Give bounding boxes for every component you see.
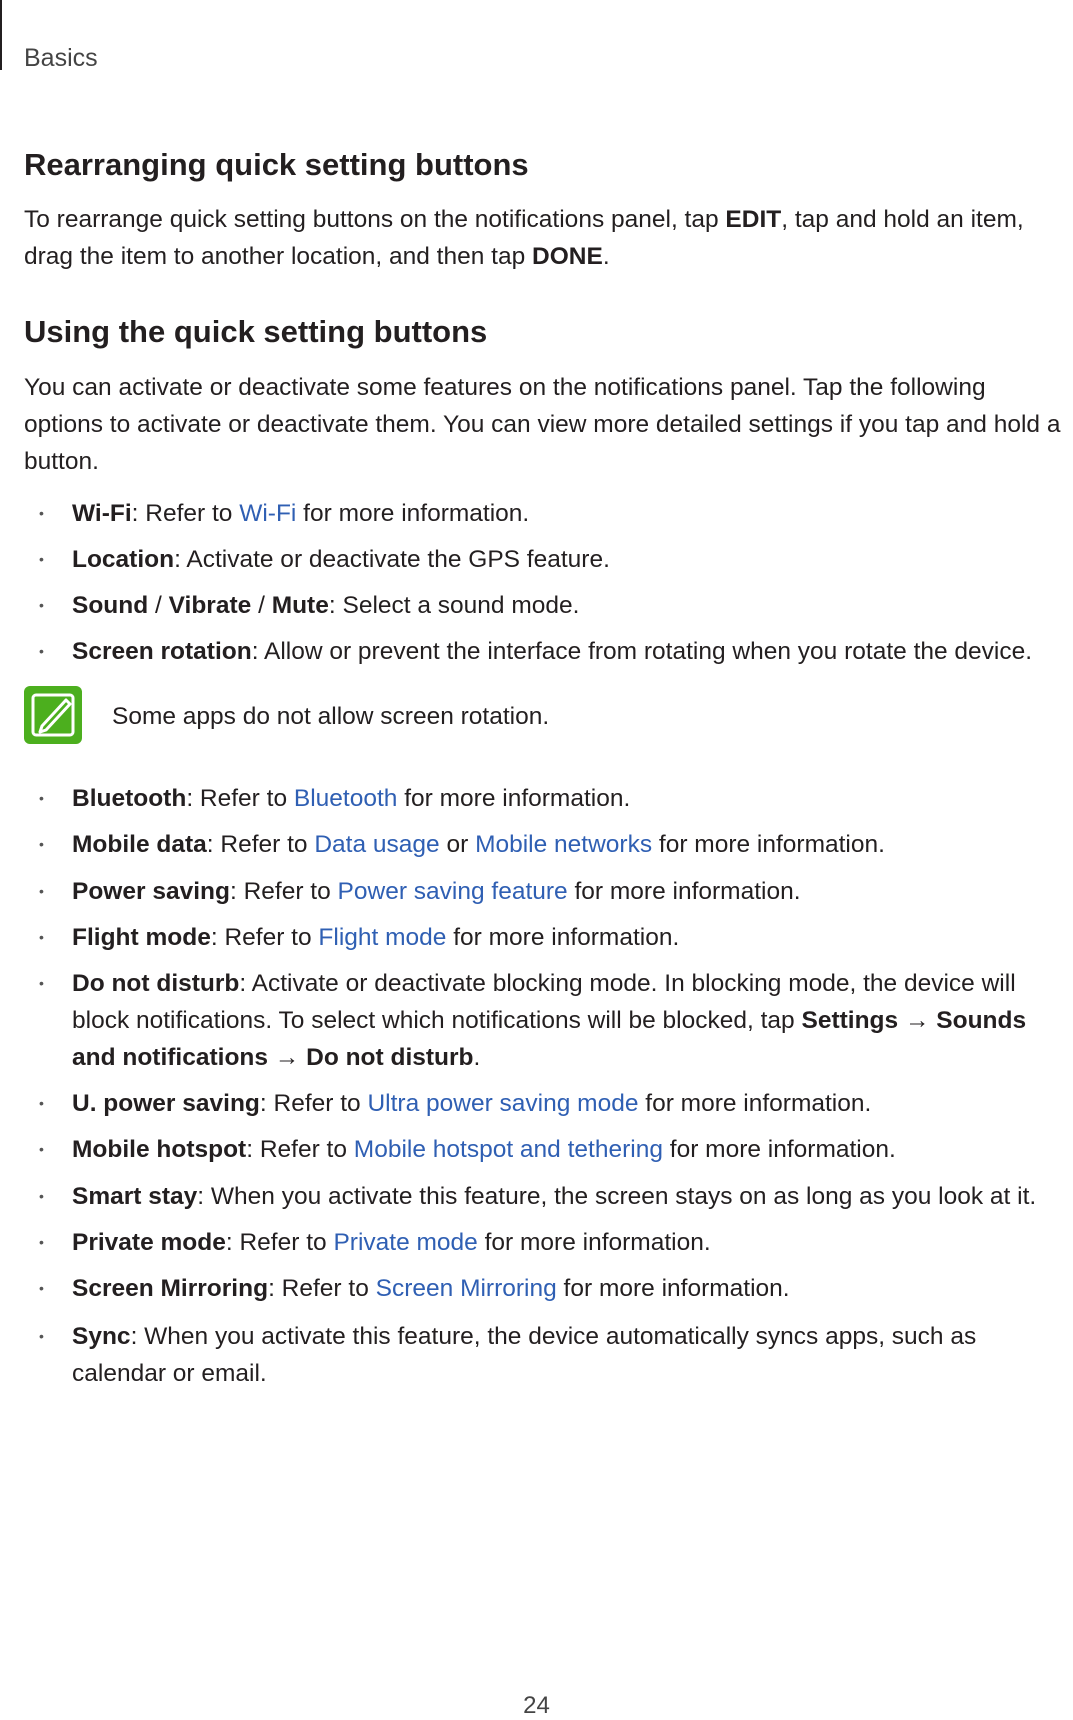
bluetooth-link[interactable]: Bluetooth xyxy=(293,785,398,812)
list-item: • Private mode: Refer to Private mode for more information. xyxy=(72,1224,1067,1261)
note-pencil-icon xyxy=(24,686,82,744)
list-item: • Screen Mirroring: Refer to Screen Mirroring for more information. xyxy=(72,1270,1067,1307)
list-item: • Mobile data: Refer to Data usage or Mobile networks for more information. xyxy=(72,826,1067,863)
list-item: • Flight mode: Refer to Flight mode for more information. xyxy=(72,919,1067,956)
mobile-hotspot-link[interactable]: Mobile hotspot and tethering xyxy=(353,1136,663,1163)
list-item: • Mobile hotspot: Refer to Mobile hotspot and tethering for more information. xyxy=(72,1131,1067,1168)
margin-rule xyxy=(0,0,2,70)
wifi-link[interactable]: Wi-Fi xyxy=(239,500,297,527)
rearrange-paragraph: To rearrange quick setting buttons on the notifications panel, tap EDIT, tap and hold an item, drag the item to another location, and then tap DONE. xyxy=(24,206,1024,270)
data-usage-link[interactable]: Data usage xyxy=(314,831,440,858)
power-saving-link[interactable]: Power saving feature xyxy=(337,878,568,905)
running-header: Basics xyxy=(24,44,98,72)
screen-mirroring-link[interactable]: Screen Mirroring xyxy=(375,1275,557,1302)
list-item: • U. power saving: Refer to Ultra power saving mode for more information. xyxy=(72,1085,1067,1122)
page-number: 24 xyxy=(523,1692,550,1719)
note-text: Some apps do not allow screen rotation. xyxy=(112,703,550,730)
list-item: • Sound / Vibrate / Mute: Select a sound mode. xyxy=(72,587,1067,624)
private-mode-link[interactable]: Private mode xyxy=(333,1229,478,1256)
mobile-networks-link[interactable]: Mobile networks xyxy=(475,831,653,858)
list-item: • Smart stay: When you activate this feature, the screen stays on as long as you look at it. xyxy=(72,1178,1067,1215)
list-item: • Wi-Fi: Refer to Wi-Fi for more information. xyxy=(72,495,1067,532)
list-item: • Bluetooth: Refer to Bluetooth for more information. xyxy=(72,780,1067,817)
ultra-power-saving-link[interactable]: Ultra power saving mode xyxy=(367,1090,639,1117)
list-item: • Sync: When you activate this feature, the device automatically syncs apps, such as calendar or email. xyxy=(72,1318,1067,1392)
list-item: • Location: Activate or deactivate the GPS feature. xyxy=(72,541,1067,578)
flight-mode-link[interactable]: Flight mode xyxy=(318,924,447,951)
section-title-rearranging: Rearranging quick setting buttons xyxy=(24,147,529,182)
list-item: • Power saving: Refer to Power saving feature for more information. xyxy=(72,873,1067,910)
section-title-using: Using the quick setting buttons xyxy=(24,314,488,349)
list-item: • Screen rotation: Allow or prevent the interface from rotating when you rotate the device. xyxy=(72,633,1067,670)
list-item: • Do not disturb: Activate or deactivate blocking mode. In blocking mode, the device will block notifications. To select which notifications will be blocked, tap Settings → Sounds and notifications → Do not disturb. xyxy=(72,965,1067,1076)
using-intro-paragraph: You can activate or deactivate some features on the notifications panel. Tap the following options to activate or deactivate them. You can view more detailed settings if you tap and hold a button. xyxy=(24,374,1061,475)
